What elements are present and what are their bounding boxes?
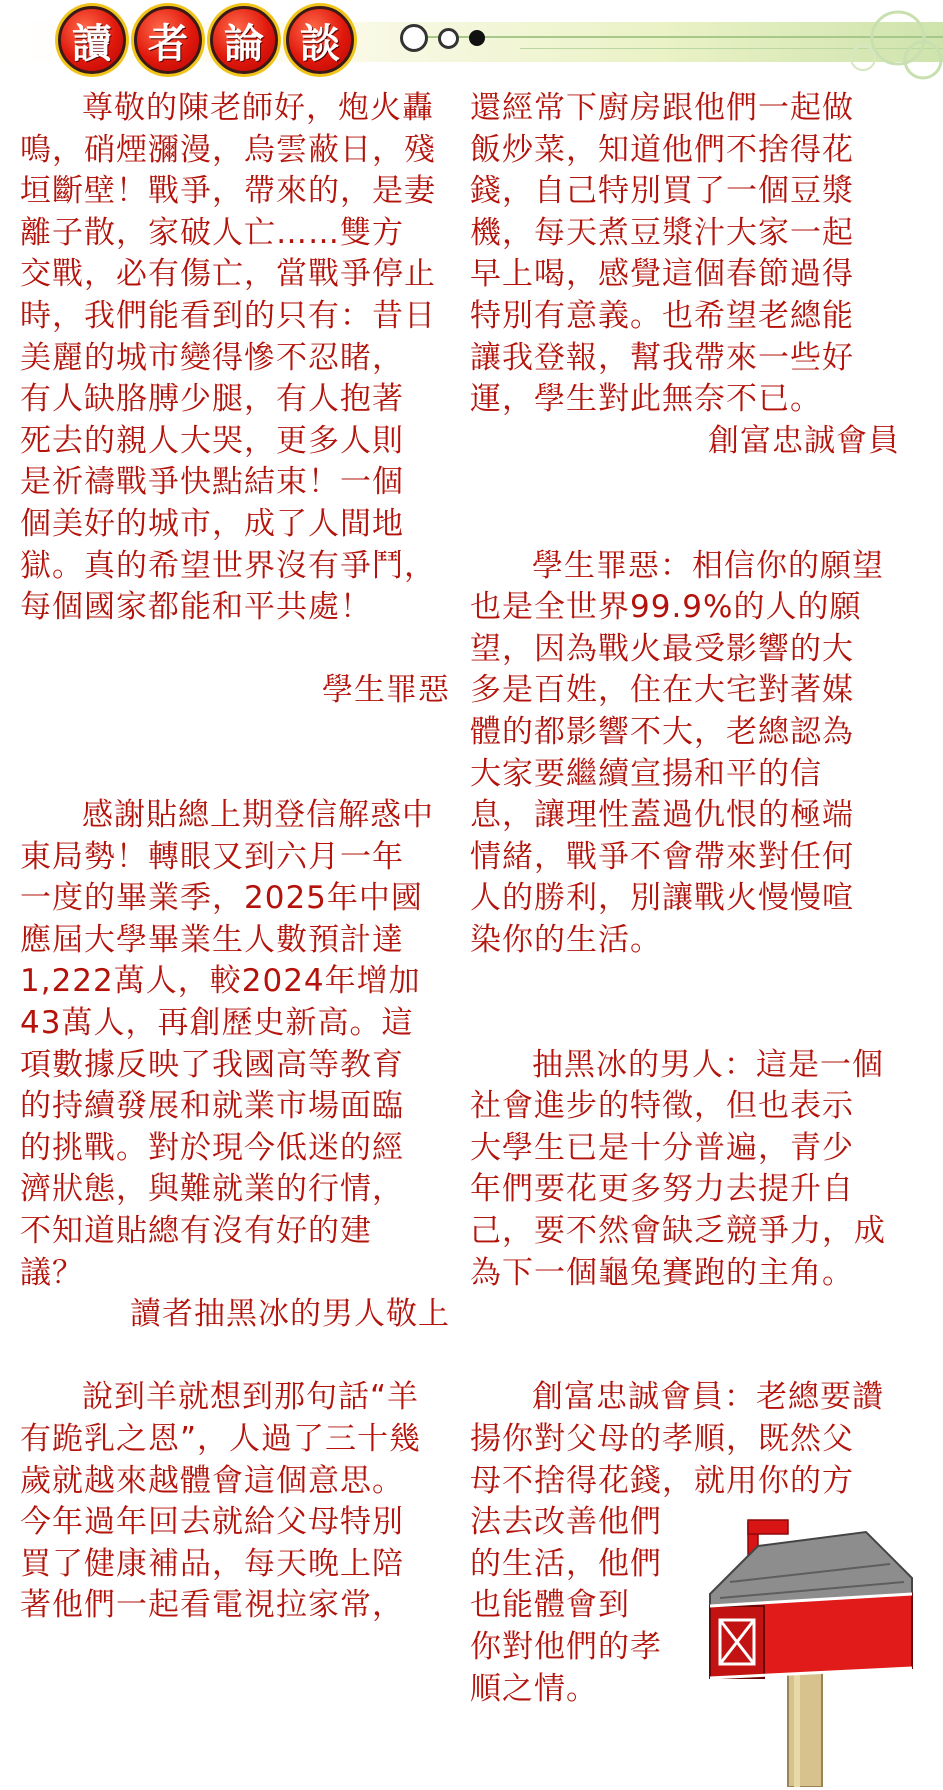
letter-line: 離子散，家破人亡……雙方 xyxy=(20,214,404,251)
letter-signature: 學生罪惡 xyxy=(322,672,450,709)
letter-line: 早上喝，感覺這個春節過得 xyxy=(470,256,854,293)
reply-line: 體的都影響不大，老總認為 xyxy=(470,713,854,750)
letter-line: 運，學生對此無奈不已。 xyxy=(470,381,822,418)
letter-line: 交戰，必有傷亡，當戰爭停止 xyxy=(20,256,436,293)
letter-peace xyxy=(20,88,450,712)
letter-line: 的挑戰。對於現今低迷的經 xyxy=(20,1129,404,1166)
letter-line: 時，我們能看到的只有：昔日 xyxy=(20,297,436,334)
letter-line: 有人缺胳膊少腿，有人抱著 xyxy=(20,381,404,418)
reply-line: 也是全世界99.9%的人的願 xyxy=(470,589,862,626)
dot-medium-icon xyxy=(438,28,459,49)
letter-signature: 讀者抽黑冰的男人敬上 xyxy=(130,1296,450,1333)
reply-line: 的生活，他們 xyxy=(470,1545,662,1582)
reply-line: 染你的生活。 xyxy=(470,921,662,958)
reply-line: 學生罪惡：相信你的願望 xyxy=(532,547,884,584)
reply-line: 創富忠誠會員：老總要讚 xyxy=(532,1379,884,1416)
reply-line: 望，因為戰火最受影響的大 xyxy=(470,630,854,667)
reply-line: 母不捨得花錢，就用你的方 xyxy=(470,1462,854,1499)
decorative-circles-icon xyxy=(803,0,943,88)
title-char: 者 xyxy=(134,6,202,74)
reply-line: 揚你對父母的孝順，既然父 xyxy=(470,1421,854,1457)
reply-line: 情緒，戰爭不會帶來對任何 xyxy=(470,838,854,875)
letter-line: 有跪乳之恩”，人過了三十幾 xyxy=(20,1421,422,1457)
letter-line: 應屆大學畢業生人數預計達 xyxy=(20,921,404,958)
left-column xyxy=(20,88,450,1627)
reply-line: 抽黑冰的男人：這是一個 xyxy=(532,1046,884,1083)
letter-line: 的持續發展和就業市場面臨 xyxy=(20,1088,404,1125)
reply-line: 大學生已是十分普遍，青少 xyxy=(470,1129,854,1166)
dots-icon xyxy=(400,24,495,52)
letter-line: 感謝貼總上期登信解惑中 xyxy=(82,797,434,834)
letter-line: 飯炒菜，知道他們不捨得花 xyxy=(470,131,854,168)
letter-line: 歲就越來越體會這個意思。 xyxy=(20,1462,404,1499)
reply-line: 年們要花更多努力去提升自 xyxy=(470,1171,854,1208)
letter-line: 是祈禱戰爭快點結束！一個 xyxy=(20,464,404,501)
letter-graduation xyxy=(20,795,450,1336)
letter-line: 著他們一起看電視拉家常， xyxy=(20,1587,404,1624)
reply-line: 人的勝利，別讓戰火慢慢喧 xyxy=(470,880,854,917)
reply-line: 多是百姓，住在大宅對著媒 xyxy=(470,672,854,709)
letter-line: 濟狀態，與難就業的行情， xyxy=(20,1171,404,1208)
reply-peace xyxy=(470,546,900,962)
letter-line: 鳴，硝煙瀰漫，烏雲蔽日，殘 xyxy=(20,131,436,168)
letter-line: 43萬人，再創歷史新高。這 xyxy=(20,1005,414,1042)
letter-line: 個美好的城市，成了人間地 xyxy=(20,505,404,542)
header-banner xyxy=(0,0,943,88)
letter-line: 還經常下廚房跟他們一起做 xyxy=(470,90,854,126)
title-char: 談 xyxy=(286,6,354,74)
reply-line: 法去改善他們 xyxy=(470,1504,662,1541)
reply-line: 為下一個龜兔賽跑的主角。 xyxy=(470,1254,854,1291)
letter-line: 讓我登報，幫我帶來一些好 xyxy=(470,339,854,376)
letter-signature: 創富忠誠會員 xyxy=(708,422,900,459)
letter-line: 不知道貼總有沒有好的建 xyxy=(20,1213,372,1250)
letter-line: 買了健康補品，每天晚上陪 xyxy=(20,1545,404,1582)
letter-line: 說到羊就想到那句話“羊 xyxy=(82,1379,420,1416)
reply-line: 順之情。 xyxy=(470,1670,598,1707)
letter-line: 錢，自己特別買了一個豆漿 xyxy=(470,173,854,210)
reply-line: 息，讓理性蓋過仇恨的極端 xyxy=(470,797,854,834)
reply-line: 社會進步的特徵，但也表示 xyxy=(470,1088,854,1125)
letter-parents-continued xyxy=(470,88,900,462)
column-title xyxy=(58,6,362,74)
letter-line: 機，每天煮豆漿汁大家一起 xyxy=(470,214,854,251)
letter-line: 尊敬的陳老師好，炮火轟 xyxy=(82,90,434,126)
dot-filled-icon xyxy=(469,30,485,46)
reply-line: 己，要不然會缺乏競爭力，成 xyxy=(470,1213,886,1250)
title-char: 論 xyxy=(210,6,278,74)
letter-line: 垣斷壁！戰爭，帶來的，是妻 xyxy=(20,173,436,210)
letter-line: 特別有意義。也希望老總能 xyxy=(470,297,854,334)
letter-line: 獄。真的希望世界沒有爭鬥， xyxy=(20,547,436,584)
letter-line: 每個國家都能和平共處！ xyxy=(20,589,372,626)
right-column xyxy=(470,88,900,1710)
dot-large-icon xyxy=(400,24,428,52)
letter-line: 項數據反映了我國高等教育 xyxy=(20,1046,404,1083)
reply-line: 大家要繼續宣揚和平的信 xyxy=(470,755,822,792)
letter-line: 議？ xyxy=(20,1254,84,1291)
letter-line: 東局勢！轉眼又到六月一年 xyxy=(20,838,404,875)
letter-line: 今年過年回去就給父母特別 xyxy=(20,1504,404,1541)
reply-graduation xyxy=(470,1045,900,1295)
letter-parents xyxy=(20,1377,450,1627)
letter-line: 死去的親人大哭，更多人則 xyxy=(20,422,404,459)
title-char: 讀 xyxy=(58,6,126,74)
reply-line: 你對他們的孝 xyxy=(470,1628,662,1665)
letter-line: 一度的畢業季，2025年中國 xyxy=(20,880,423,917)
letter-line: 美麗的城市變得慘不忍睹， xyxy=(20,339,404,376)
letter-line: 1,222萬人，較2024年增加 xyxy=(20,963,421,1000)
mailbox-icon xyxy=(690,1502,930,1787)
reply-line: 也能體會到 xyxy=(470,1587,630,1624)
